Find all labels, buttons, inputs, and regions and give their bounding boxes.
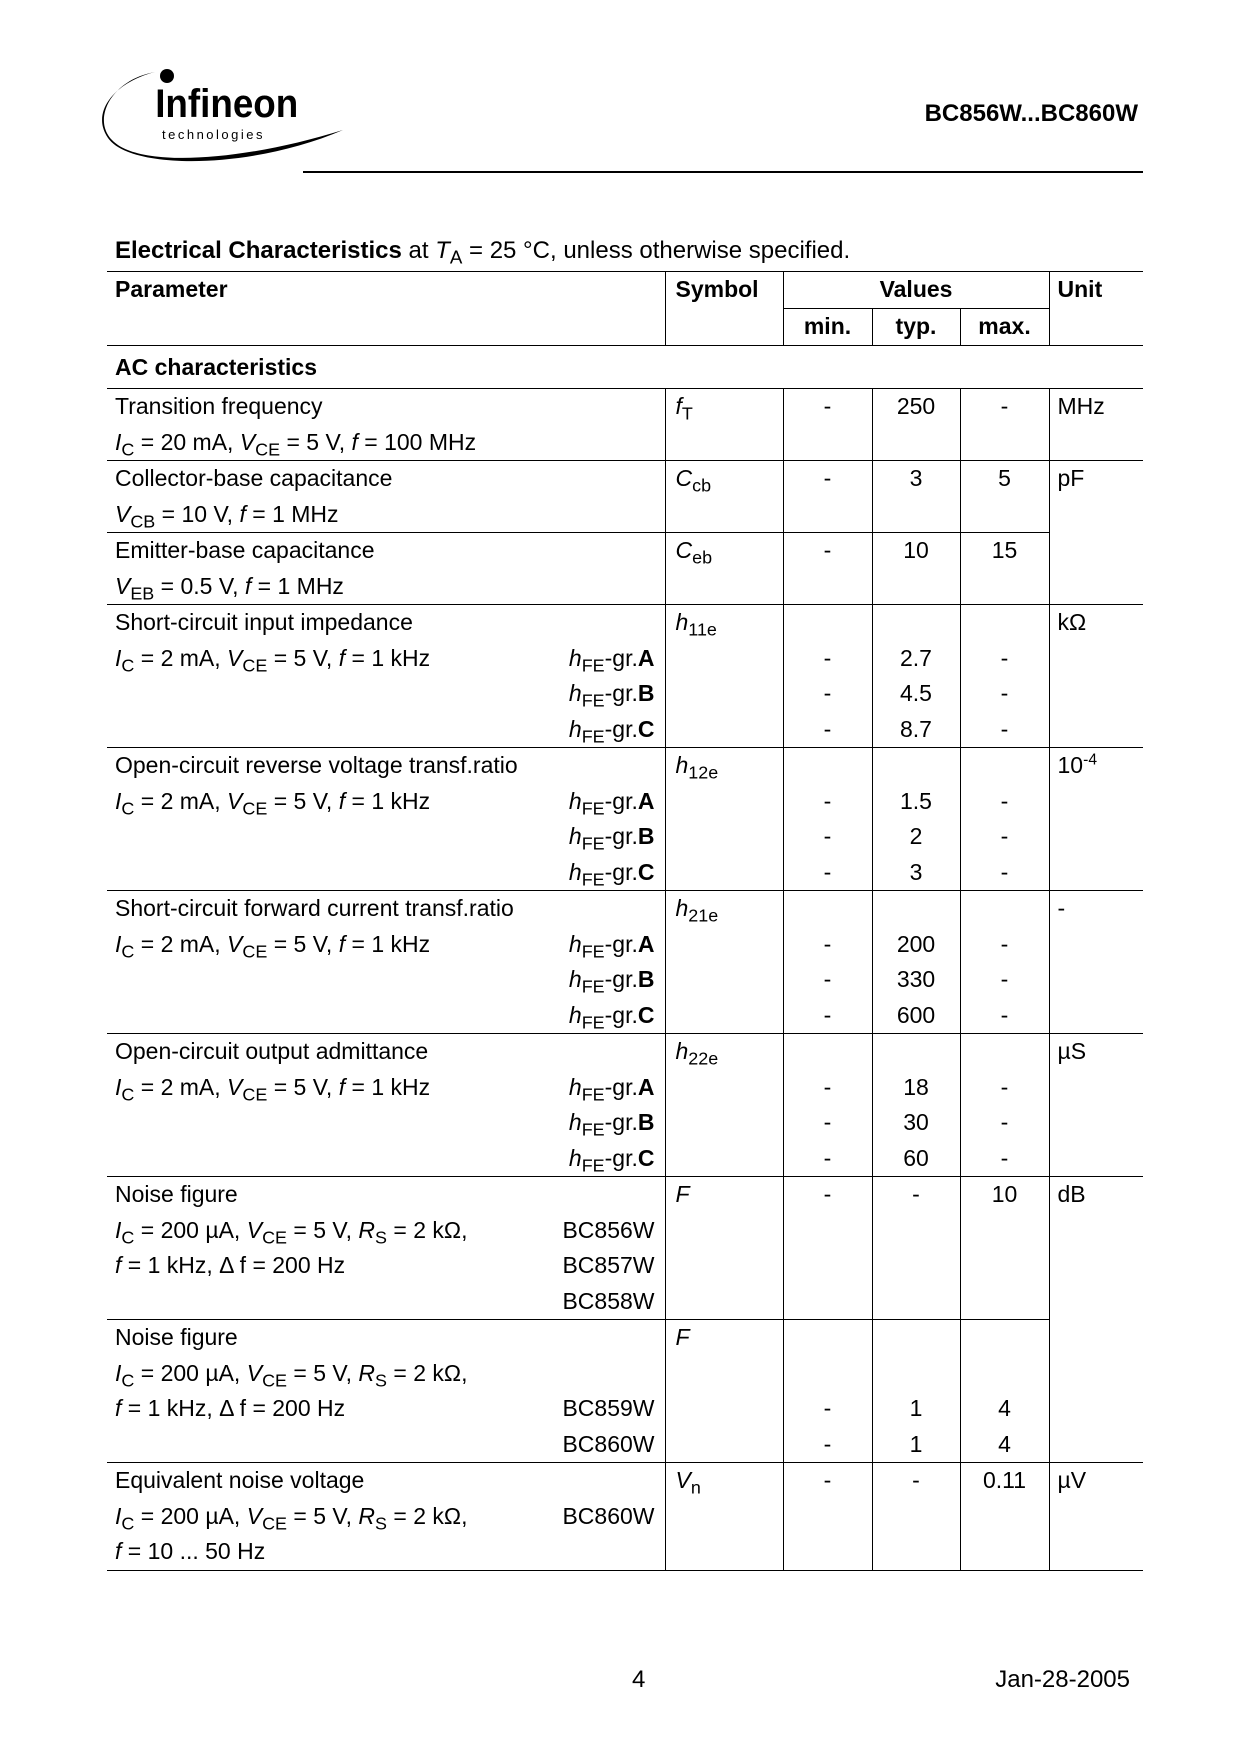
symbol: $V_n$ bbox=[665, 1463, 783, 1571]
header-typ: typ. bbox=[872, 309, 960, 346]
param-condition: $I_C = 20$ mA, $V_{CE} = 5$ V, f = 100 MHz bbox=[115, 428, 477, 459]
section-ac-characteristics: AC characteristics bbox=[115, 354, 317, 380]
header-max: max. bbox=[960, 309, 1049, 346]
hfe-group: $h_{FE}-gr.B$ bbox=[568, 823, 655, 854]
table-row: Collector-base capacitance $V_{CB} = 10$ V, f = 1 MHz $C_{cb}$ - 3 5 pF bbox=[107, 461, 1143, 533]
param-condition: f = 1 kHz, Δ f = 200 Hz bbox=[115, 1395, 346, 1421]
param-condition: $I_C = 2$ mA, $V_{CE} = 5$ V, f = 1 kHz bbox=[115, 1073, 431, 1104]
param-condition: $I_C = 200$ µA, $V_{CE} = 5$ V, $R_S = 2$ kΩ, bbox=[115, 1359, 468, 1390]
symbol: $C_{eb}$ bbox=[665, 533, 783, 605]
param-condition: $V_{CB} = 10$ V, f = 1 MHz bbox=[115, 500, 339, 531]
hfe-group: $h_{FE}-gr.A$ bbox=[568, 930, 655, 961]
param-condition: $I_C = 2$ mA, $V_{CE} = 5$ V, f = 1 kHz bbox=[115, 930, 431, 961]
symbol: $h_{12e}$ bbox=[665, 748, 783, 891]
symbol: $h_{21e}$ bbox=[665, 891, 783, 1034]
param-name: Open-circuit output admittance bbox=[115, 1038, 429, 1064]
param-name: Noise figure bbox=[115, 1324, 238, 1350]
hfe-group: $h_{FE}-gr.C$ bbox=[568, 715, 655, 746]
hfe-group: $h_{FE}-gr.C$ bbox=[568, 1144, 655, 1175]
unit: µS bbox=[1057, 1038, 1087, 1064]
unit: $10^{-4}$ bbox=[1057, 751, 1098, 778]
param-condition: $I_C = 2$ mA, $V_{CE} = 5$ V, f = 1 kHz bbox=[115, 787, 431, 818]
page-number: 4 bbox=[632, 1666, 646, 1693]
table-row: Short-circuit input impedance $I_C = 2$ mA, $V_{CE} = 5$ V, f = 1 kHz $h_{FE}-gr.A$ $h_{FE}-gr.B$ $h_{FE}-gr.C$ $h_{11e}$ - - - 2.7 4.5 8.7 - - - kΩ bbox=[107, 605, 1143, 748]
header-rule bbox=[303, 171, 1143, 173]
header-symbol: Symbol bbox=[665, 272, 783, 346]
param-name: Noise figure bbox=[115, 1181, 238, 1207]
hfe-group: $h_{FE}-gr.A$ bbox=[568, 644, 655, 675]
device-type: BC856W bbox=[562, 1216, 655, 1243]
hfe-group: $h_{FE}-gr.B$ bbox=[568, 1109, 655, 1140]
table-row: Emitter-base capacitance $V_{EB} = 0.5$ V, f = 1 MHz $C_{eb}$ - 10 15 bbox=[107, 533, 1143, 605]
table-row: Transition frequency $I_C = 20$ mA, $V_{CE} = 5$ V, f = 100 MHz $f_T$ - 250 - MHz bbox=[107, 389, 1143, 461]
unit: MHz bbox=[1057, 393, 1105, 419]
param-name: Equivalent noise voltage bbox=[115, 1467, 365, 1493]
param-condition: f = 1 kHz, Δ f = 200 Hz bbox=[115, 1252, 346, 1278]
document-id: BC856W...BC860W bbox=[924, 100, 1138, 127]
hfe-group: $h_{FE}-gr.A$ bbox=[568, 1073, 655, 1104]
symbol: F bbox=[665, 1177, 783, 1320]
device-type: BC859W bbox=[562, 1395, 655, 1421]
param-condition: $I_C = 2$ mA, $V_{CE} = 5$ V, f = 1 kHz bbox=[115, 644, 431, 675]
unit: - bbox=[1057, 895, 1066, 921]
device-type: BC860W bbox=[562, 1430, 655, 1457]
header-values: Values bbox=[783, 272, 1049, 309]
symbol: F bbox=[665, 1320, 783, 1463]
table-row: Noise figure $I_C = 200$ µA, $V_{CE} = 5$ V, $R_S = 2$ kΩ, f = 1 kHz, Δ f = 200 Hz BC856W BC857W BC858W F - - 10 dB bbox=[107, 1177, 1143, 1320]
hfe-group: $h_{FE}-gr.B$ bbox=[568, 966, 655, 997]
symbol: $h_{22e}$ bbox=[665, 1034, 783, 1177]
header-unit: Unit bbox=[1049, 272, 1143, 346]
table-row: Open-circuit reverse voltage transf.ratio $I_C = 2$ mA, $V_{CE} = 5$ V, f = 1 kHz $h_{FE}-gr.A$ $h_{FE}-gr.B$ $h_{FE}-gr.C$ $h_{12e}$ - - - 1.5 2 3 - - - $10^{-4}$ bbox=[107, 748, 1143, 891]
param-condition: $V_{EB} = 0.5$ V, f = 1 MHz bbox=[115, 572, 344, 603]
device-type: BC857W bbox=[562, 1252, 655, 1278]
table-row: Open-circuit output admittance $I_C = 2$ mA, $V_{CE} = 5$ V, f = 1 kHz $h_{FE}-gr.A$ $h_{FE}-gr.B$ $h_{FE}-gr.C$ $h_{22e}$ - - - 18 30 60 - - - µS bbox=[107, 1034, 1143, 1177]
header-min: min. bbox=[783, 309, 872, 346]
hfe-group: $h_{FE}-gr.A$ bbox=[568, 787, 655, 818]
infineon-logo bbox=[100, 60, 350, 180]
table-caption: Electrical Characteristics at $T_A = 25$ °C, unless otherwise specified. bbox=[115, 237, 851, 268]
table-row: Equivalent noise voltage $I_C = 200$ µA, $V_{CE} = 5$ V, $R_S = 2$ kΩ, BC860W f = 10 ... 50 Hz $V_n$ - - 0.11 µV bbox=[107, 1463, 1143, 1571]
unit: pF bbox=[1057, 465, 1085, 491]
logo-subtext: technologies bbox=[162, 127, 265, 142]
symbol: $f_T$ bbox=[665, 389, 783, 461]
document-date: Jan-28-2005 bbox=[995, 1666, 1130, 1693]
device-type: BC860W bbox=[562, 1502, 655, 1529]
param-name: Collector-base capacitance bbox=[115, 465, 393, 491]
hfe-group: $h_{FE}-gr.C$ bbox=[568, 858, 655, 889]
param-condition: $I_C = 200$ µA, $V_{CE} = 5$ V, $R_S = 2$ kΩ, bbox=[115, 1502, 468, 1533]
hfe-group: $h_{FE}-gr.B$ bbox=[568, 680, 655, 711]
table-row: Noise figure $I_C = 200$ µA, $V_{CE} = 5$ V, $R_S = 2$ kΩ, f = 1 kHz, Δ f = 200 Hz BC859W BC860W F - - 1 1 4 4 bbox=[107, 1320, 1143, 1463]
symbol: $h_{11e}$ bbox=[665, 605, 783, 748]
unit: kΩ bbox=[1057, 609, 1087, 635]
table-row: Short-circuit forward current transf.ratio $I_C = 2$ mA, $V_{CE} = 5$ V, f = 1 kHz $h_{FE}-gr.A$ $h_{FE}-gr.B$ $h_{FE}-gr.C$ $h_{21e}$ - - - 200 330 600 - - - - bbox=[107, 891, 1143, 1034]
symbol: $C_{cb}$ bbox=[665, 461, 783, 533]
device-type: BC858W bbox=[562, 1287, 655, 1314]
electrical-characteristics-table bbox=[107, 271, 1143, 1571]
param-name: Short-circuit forward current transf.ratio bbox=[115, 895, 514, 921]
header-parameter: Parameter bbox=[107, 272, 665, 346]
param-condition: f = 10 ... 50 Hz bbox=[115, 1538, 266, 1564]
param-name: Short-circuit input impedance bbox=[115, 609, 413, 635]
param-condition: $I_C = 200$ µA, $V_{CE} = 5$ V, $R_S = 2$ kΩ, bbox=[115, 1216, 468, 1247]
hfe-group: $h_{FE}-gr.C$ bbox=[568, 1001, 655, 1032]
param-name: Open-circuit reverse voltage transf.ratio bbox=[115, 752, 518, 778]
param-name: Emitter-base capacitance bbox=[115, 537, 375, 563]
logo-text: Infineon bbox=[155, 81, 299, 127]
unit: dB bbox=[1049, 1177, 1143, 1463]
param-name: Transition frequency bbox=[115, 393, 323, 419]
unit: µV bbox=[1057, 1467, 1087, 1493]
